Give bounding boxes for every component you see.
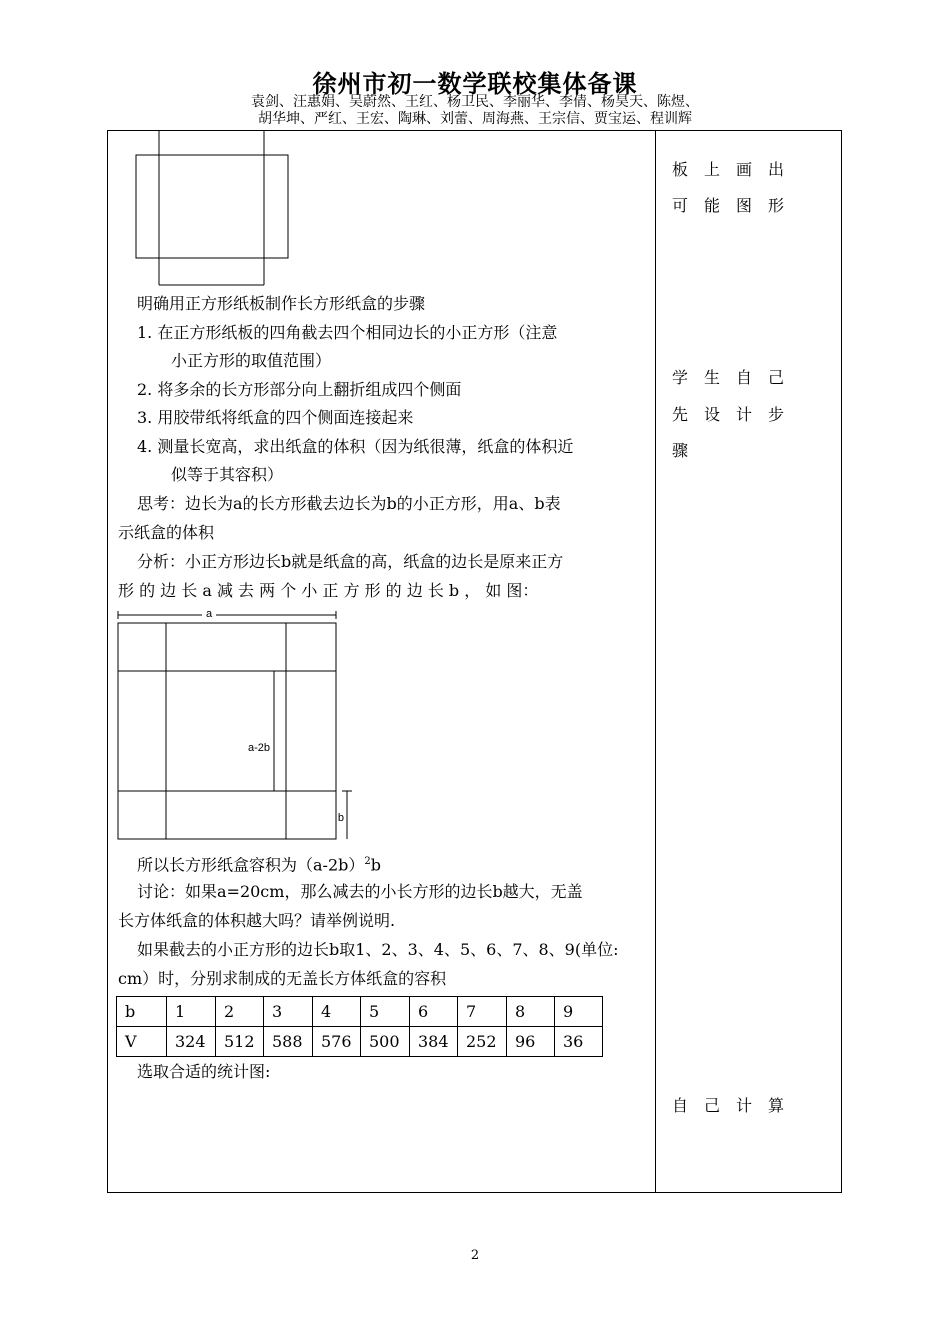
if-line-2: cm）时，分别求制成的无盖长方体纸盒的容积 [118,969,447,988]
table-cell: 252 [458,1027,507,1057]
table-cell: 384 [410,1027,458,1057]
side-note-1-line-1: 板上画出 [672,160,801,179]
think-line-2: 示纸盒的体积 [118,523,215,542]
table-cell: 6 [410,997,458,1027]
step-1-cont: 小正方形的取值范围） [171,351,332,370]
side-note-3: 自己计算 [672,1096,801,1115]
table-cell: 96 [507,1027,555,1057]
table-row [117,1027,603,1057]
label-b: b [337,812,344,824]
volume-table [116,996,603,1057]
step-1: 1. 在正方形纸板的四角截去四个相同边长的小正方形（注意 [137,323,558,342]
discuss-line-2: 长方体纸盒的体积越大吗？请举例说明. [118,911,396,930]
choose-chart-prompt: 选取合适的统计图: [137,1062,271,1081]
step-2: 2. 将多余的长方形部分向上翻折组成四个侧面 [137,380,462,399]
table-row [117,997,603,1027]
table-cell: 3 [264,997,313,1027]
side-note-2-line-3: 骤 [672,441,705,460]
table-cell: 588 [264,1027,313,1057]
side-note-1-line-2: 可能图形 [672,196,801,215]
think-line-1: 思考：边长为a的长方形截去边长为b的小正方形，用a、b表 [137,494,561,513]
table-cell: 5 [361,997,410,1027]
table-cell: V [117,1027,167,1057]
side-note-2-line-1: 学生自己 [672,368,801,387]
table-cell: b [117,997,167,1027]
page-title: 徐州市初一数学联校集体备课 [312,69,638,98]
discuss-line-1: 讨论：如果a=20cm，那么减去的小长方形的边长b越大，无盖 [137,882,583,901]
table-cell: 7 [458,997,507,1027]
table-cell: 9 [555,997,603,1027]
table-cell: 2 [216,997,264,1027]
label-a: a [205,608,213,620]
analysis-line-2: 形 的 边 长 a 减 去 两 个 小 正 方 形 的 边 长 b ， 如 图： [118,581,539,600]
table-cell: 576 [313,1027,361,1057]
step-4-cont: 似等于其容积） [171,465,284,484]
table-cell: 512 [216,1027,264,1057]
analysis-line-1: 分析：小正方形边长b就是纸盒的高，纸盒的边长是原来正方 [137,552,564,571]
table-cell: 324 [167,1027,216,1057]
steps-title: 明确用正方形纸板制作长方形纸盒的步骤 [137,294,426,313]
side-note-2-line-2: 先设计步 [672,405,801,424]
step-3: 3. 用胶带纸将纸盒的四个侧面连接起来 [137,408,414,427]
box-net-diagram [130,130,300,290]
column-divider [655,130,656,1193]
table-cell: 4 [313,997,361,1027]
box-dimension-diagram [114,604,364,844]
table-cell: 1 [167,997,216,1027]
if-line-1: 如果截去的小正方形的边长b取1、2、3、4、5、6、7、8、9(单位: [137,940,619,959]
table-cell: 500 [361,1027,410,1057]
table-cell: 36 [555,1027,603,1057]
label-a-minus-2b: a-2b [247,742,270,754]
page-number: 2 [470,1248,480,1263]
table-cell: 8 [507,997,555,1027]
authors-line-2: 胡华坤、严红、王宏、陶琳、刘蕾、周海燕、王宗信、贾宝运、程训辉 [258,111,692,127]
authors-line-1: 袁剑、汪惠娟、吴蔚然、王红、杨卫民、李丽华、李倩、杨昊天、陈煜、 [251,94,699,110]
volume-formula: 所以长方形纸盒容积为$(a-2b)^2b$ [137,855,381,875]
step-4: 4. 测量长宽高，求出纸盒的体积（因为纸很薄，纸盒的体积近 [137,437,574,456]
